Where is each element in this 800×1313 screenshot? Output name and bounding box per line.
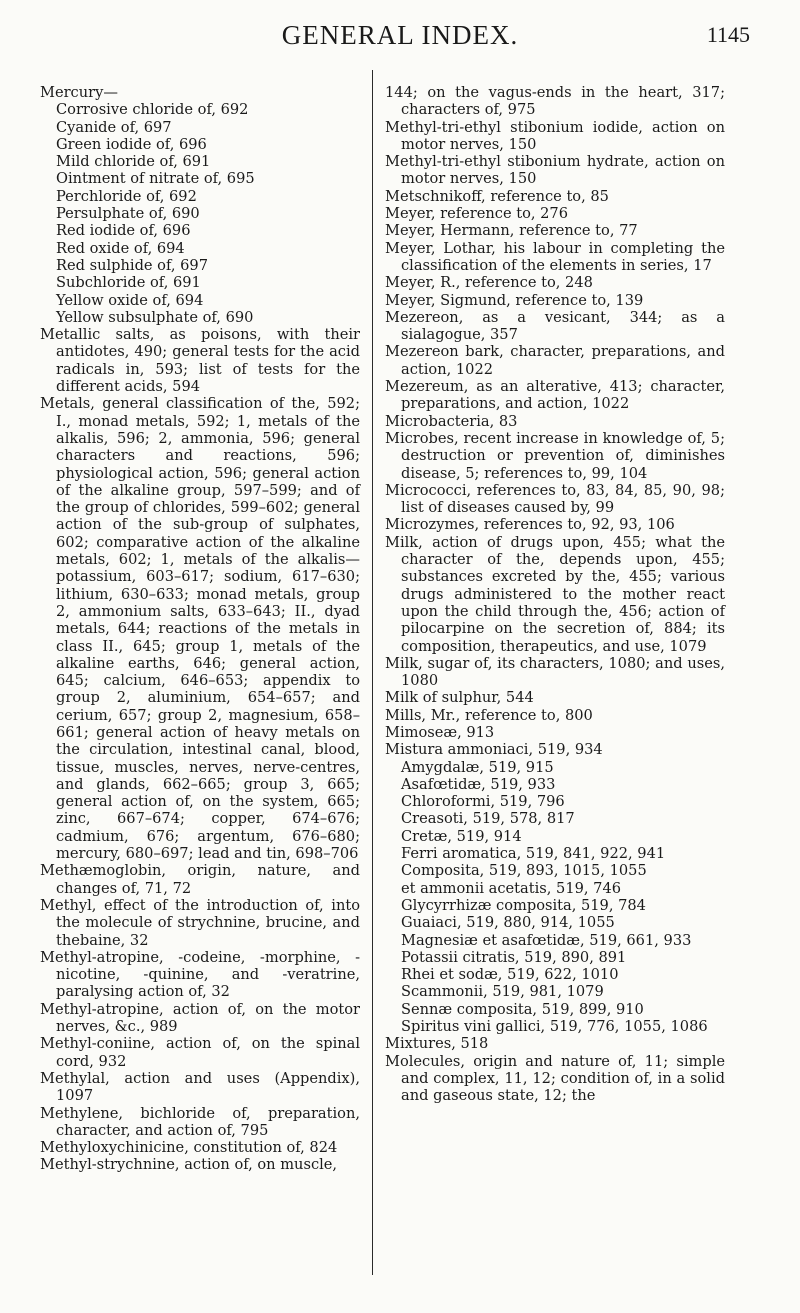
index-subentry: Green iodide of, 696 [56, 135, 207, 153]
index-entry: Molecules, origin and nature of, 11; simple and complex, 11, 12; condition of, in a solid and gaseous state, 12; the [385, 1052, 725, 1105]
index-subentry: Potassii citratis, 519, 890, 891 [401, 948, 627, 966]
index-subentry: Yellow subsulphate of, 690 [56, 308, 254, 326]
index-subentry: Persulphate of, 690 [56, 205, 200, 223]
index-subentry: Rhei et sodæ, 519, 622, 1010 [401, 966, 619, 984]
index-entry: Metallic salts, as poisons, with their antidotes, 490; general tests for the acid radicals in, 593; list of tests for the different acids, 594 [40, 326, 360, 396]
right-column [385, 84, 725, 1105]
index-entry: Meyer, Lothar, his labour in completing the classification of the elements in series, 17 [385, 239, 725, 274]
index-subentry: Amygdalæ, 519, 915 [401, 758, 554, 776]
index-entry: Micrococci, references to, 83, 84, 85, 90, 98; list of diseases caused by, 99 [385, 481, 725, 517]
index-entry: Methyloxychinicine, constitution of, 824 [40, 1139, 338, 1157]
index-entry: Milk, action of drugs upon, 455; what the character of the, depends upon, 455; substances excreted by the, 455; various drugs administered to the mother react upon the child through the, 456; action of pilocarpine on the secretion of, 884; its composition, therapeutics, and use, 1079 [385, 533, 725, 655]
index-entry: Methyl-strychnine, action of, on muscle, [40, 1156, 338, 1174]
index-entry: Methyl-atropine, action of, on the motor nerves, &c., 989 [40, 1000, 360, 1036]
index-entry: Milk of sulphur, 544 [385, 689, 534, 707]
page-header [0, 20, 800, 60]
index-subentry: Guaiaci, 519, 880, 914, 1055 [401, 914, 615, 932]
index-entry: Meyer, reference to, 276 [385, 205, 569, 223]
index-subentry: Red iodide of, 696 [56, 222, 191, 240]
index-subentry: Subchloride of, 691 [56, 274, 201, 292]
page-number: 1145 [706, 22, 750, 47]
index-entry: Methyl, effect of the introduction of, into the molecule of strychnine, brucine, and thebaine, 32 [40, 896, 360, 949]
index-subentry: Cyanide of, 697 [56, 118, 172, 136]
index-entry: Meyer, Hermann, reference to, 77 [385, 222, 638, 240]
index-entry: Mezereum, as an alterative, 413; character, preparations, and action, 1022 [385, 378, 725, 413]
index-entry: Mixtures, 518 [385, 1035, 489, 1053]
index-subentry: Scammonii, 519, 981, 1079 [401, 983, 604, 1001]
index-subentry: Spiritus vini gallici, 519, 776, 1055, 1086 [401, 1018, 708, 1036]
index-subentry: Mild chloride of, 691 [56, 153, 211, 171]
index-entry: Methyl-tri-ethyl stibonium hydrate, action on motor nerves, 150 [385, 153, 725, 188]
index-entry: Milk, sugar of, its characters, 1080; and uses, 1080 [385, 654, 725, 690]
column-divider [372, 70, 373, 1275]
index-subentry: Asafœtidæ, 519, 933 [401, 775, 556, 793]
index-entry: Methylal, action and uses (Appendix), 1097 [40, 1069, 360, 1105]
index-subentry: Red sulphide of, 697 [56, 256, 208, 274]
index-subentry: Cretæ, 519, 914 [401, 827, 522, 845]
index-subentry: Corrosive chloride of, 692 [56, 101, 249, 119]
index-entry: Methyl-atropine, -codeine, -morphine, -nicotine, -quinine, and -veratrine, paralysing action of, 32 [40, 948, 360, 1001]
index-subentry: et ammonii acetatis, 519, 746 [401, 879, 622, 897]
index-entry: Mercury— [40, 84, 118, 101]
index-entry: Mezereon, as a vesicant, 344; as a sialagogue, 357 [385, 308, 725, 344]
index-entry: Methyl-coniine, action of, on the spinal cord, 932 [40, 1035, 360, 1070]
index-subentry: Sennæ composita, 519, 899, 910 [401, 1000, 644, 1018]
page-title: GENERAL INDEX. [281, 20, 519, 50]
index-entry: Meyer, R., reference to, 248 [385, 274, 593, 292]
index-entry: Mimoseæ, 913 [385, 723, 495, 741]
index-entry: Mills, Mr., reference to, 800 [385, 706, 593, 724]
index-entry: Methylene, bichloride of, preparation, character, and action of, 795 [40, 1104, 360, 1139]
index-entry: Microbacteria, 83 [385, 412, 518, 430]
index-subentry: Chloroformi, 519, 796 [401, 793, 565, 811]
index-entry: Metals, general classification of the, 592; I., monad metals, 592; 1, metals of the alkalis, 596; 2, ammonia, 596; general characters and reactions, 596; physiological action, 596; general action of the alkaline group, 597–599; and of the group of chlorides, 599–602; general action of the sub-group of sulphates, 602; comparative action of the alkaline metals, 602; 1, metals of the alkalis—potassium, 603–617; sodium, 617–630; lithium, 630–633; monad metals, group 2, ammonium salts, 633–643; II., dyad metals, 644; reactions of the metals in class II., 645; group 1, metals of the alkaline earths, 646; general action, 645; calcium, 646–653; appendix to group 2, aluminium, 654–657; and cerium, 657; group 2, magnesium, 658–661; general action of heavy metals on the circulation, intestinal canal, blood, tissue, muscles, nerves, nerve-centres, and glands, 662–665; group 3, 665; general action of, on the system, 665; zinc, 667–674; copper, 674–676; cadmium, 676; argentum, 676–680; mercury, 680–697; lead and tin, 698–706 [40, 395, 360, 863]
index-subentry: Composita, 519, 893, 1015, 1055 [401, 862, 647, 880]
index-entry: Meyer, Sigmund, reference to, 139 [385, 291, 644, 309]
index-entry: Mezereon bark, character, preparations, and action, 1022 [385, 343, 725, 378]
left-column [40, 84, 360, 1174]
index-subentry: Yellow oxide of, 694 [56, 291, 204, 309]
index-subentry: Perchloride of, 692 [56, 187, 197, 205]
index-subentry: Red oxide of, 694 [56, 239, 185, 257]
index-entry: Metschnikoff, reference to, 85 [385, 187, 609, 205]
index-entry: Mistura ammoniaci, 519, 934 [385, 741, 603, 759]
index-entry: 144; on the vagus-ends in the heart, 317; characters of, 975 [385, 84, 725, 119]
index-entry: Methyl-tri-ethyl stibonium iodide, action on motor nerves, 150 [385, 118, 725, 153]
index-entry: Methæmoglobin, origin, nature, and changes of, 71, 72 [40, 862, 360, 897]
index-subentry: Ointment of nitrate of, 695 [56, 170, 255, 188]
index-subentry: Creasoti, 519, 578, 817 [401, 810, 575, 828]
index-subentry: Ferri aromatica, 519, 841, 922, 941 [401, 845, 666, 863]
index-subentry: Glycyrrhizæ composita, 519, 784 [401, 896, 646, 914]
index-entry: Microzymes, references to, 92, 93, 106 [385, 516, 675, 534]
index-subentry: Magnesiæ et asafœtidæ, 519, 661, 933 [401, 931, 692, 949]
index-entry: Microbes, recent increase in knowledge of, 5; destruction or prevention of, diminishes disease, 5; references to, 99, 104 [385, 429, 725, 482]
